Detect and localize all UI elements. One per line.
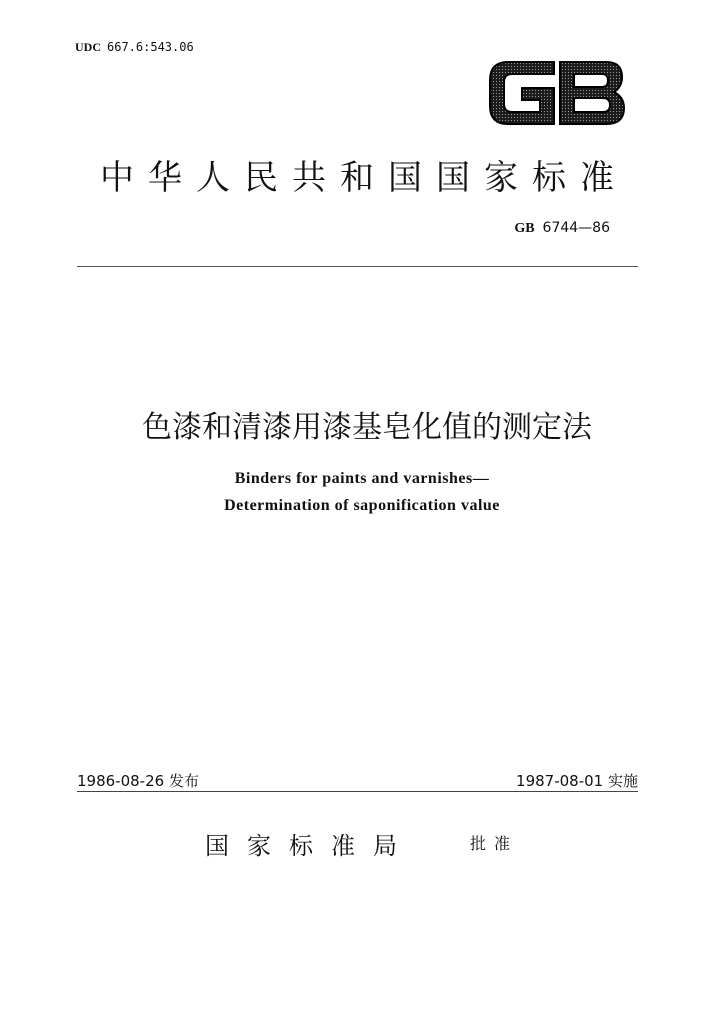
issuing-authority: 国家标准局 — [205, 832, 415, 860]
standard-number-value: 6744—86 — [542, 220, 610, 236]
document-title-en-line2: Determination of saponification value — [224, 497, 500, 514]
udc-classification — [75, 40, 194, 55]
effective-date: 1987-08-01 实施 — [516, 772, 638, 790]
approval-label: 批准 — [470, 834, 519, 853]
udc-label: UDC — [75, 40, 101, 54]
gb-logo — [486, 56, 628, 130]
top-divider — [77, 266, 638, 267]
document-title-en-line1: Binders for paints and varnishes— — [234, 470, 490, 487]
standard-number-prefix: GB — [514, 221, 535, 236]
national-standard-title: 中华人民共和国国家标准 — [100, 158, 628, 198]
standard-number — [514, 220, 610, 237]
udc-code: 667.6:543.06 — [107, 40, 194, 54]
issue-date: 1986-08-26 发布 — [77, 772, 199, 790]
gb-logo-text: GB — [486, 56, 488, 57]
bottom-divider — [77, 791, 638, 792]
document-title-cn: 色漆和清漆用漆基皂化值的测定法 — [142, 410, 592, 445]
